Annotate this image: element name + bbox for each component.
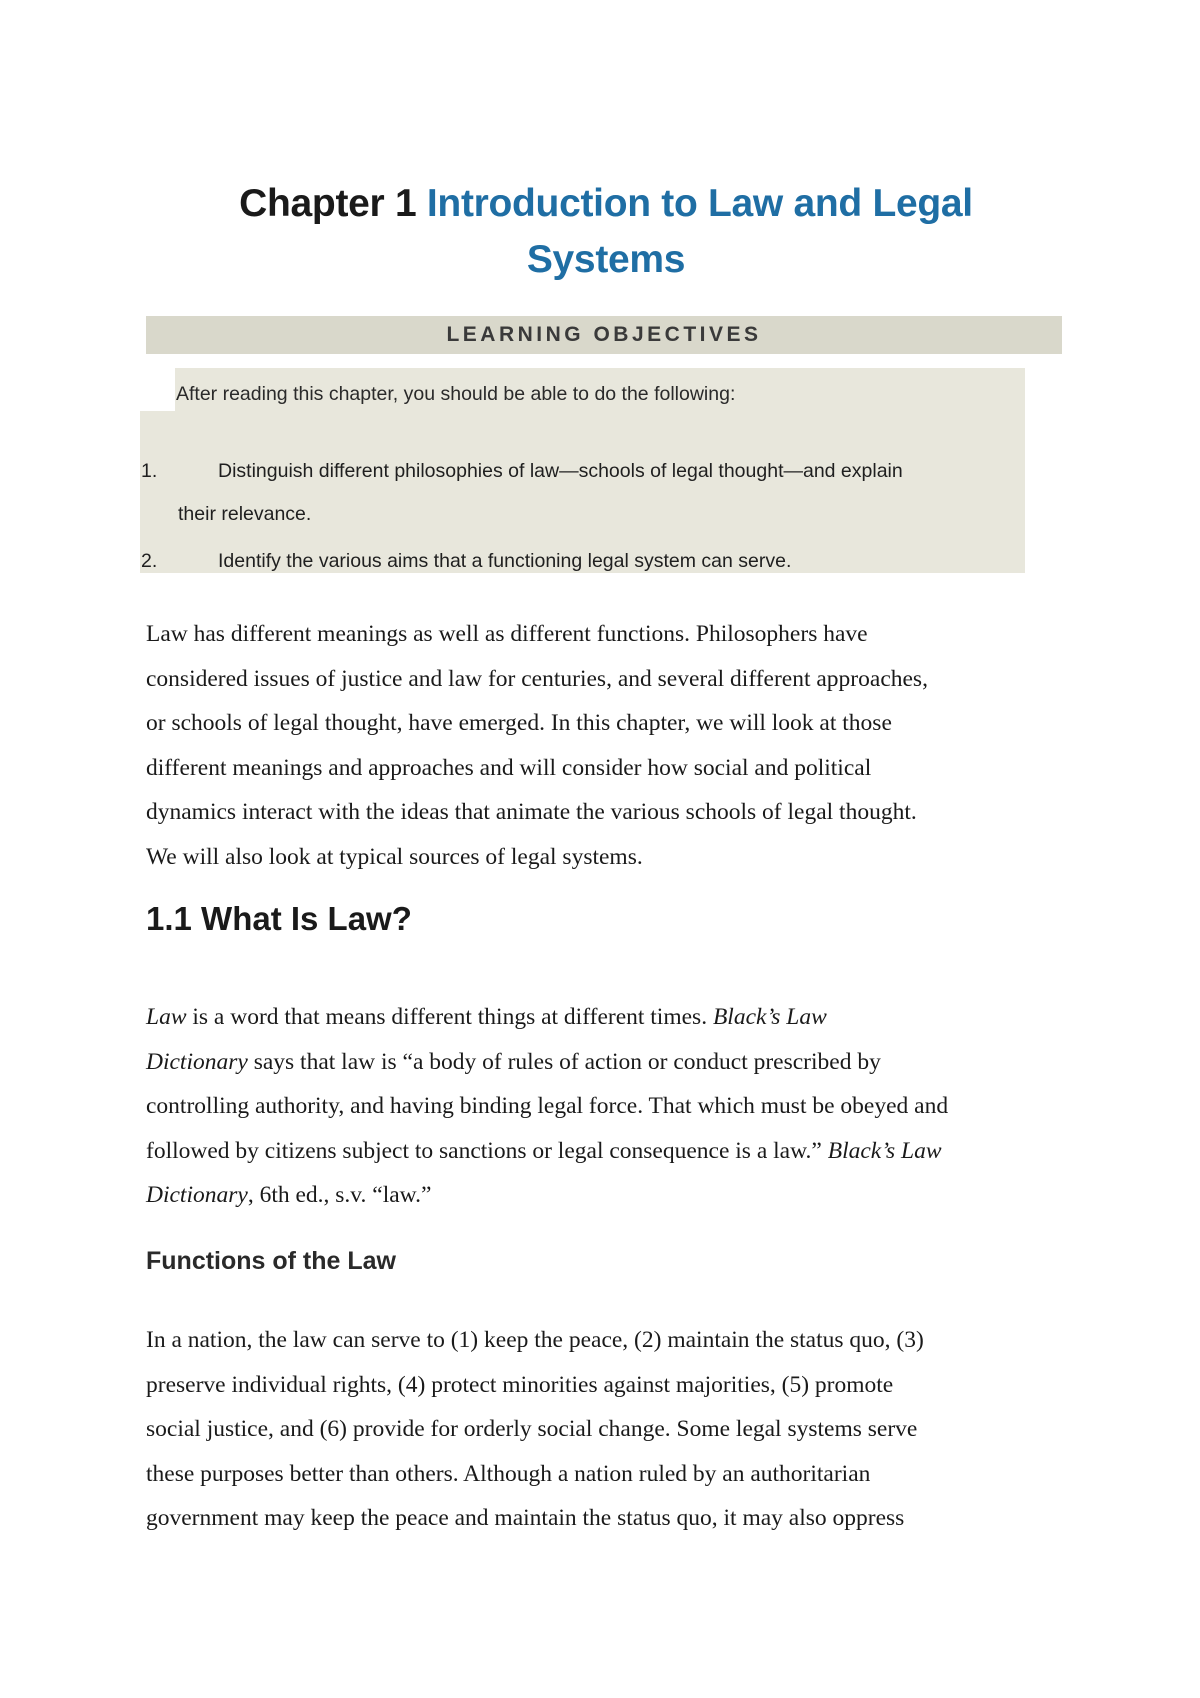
text-run: is a word that means different things at different times. [186, 1004, 713, 1030]
paragraph-line [146, 995, 1076, 1040]
text-run: , 6th ed., s.v. “law.” [247, 1182, 432, 1208]
paragraph-line: Law has different meanings as well as different functions. Philosophers have [146, 621, 868, 647]
chapter-name-line2: Systems [526, 238, 686, 281]
chapter-number: Chapter 1 [239, 182, 417, 225]
paragraph-line [146, 1173, 1076, 1218]
paragraph-line: We will also look at typical sources of legal systems. [146, 843, 643, 870]
objective-text-line: their relevance. [178, 503, 312, 525]
paragraph-line: or schools of legal thought, have emerged. In this chapter, we will look at those [146, 710, 892, 736]
paragraph-line: controlling authority, and having binding legal force. That which must be obeyed and [146, 1093, 949, 1119]
chapter-name-line1: Introduction to Law and Legal [426, 182, 973, 225]
learning-objectives-header [146, 316, 1062, 354]
italic-term: Dictionary [146, 1182, 248, 1208]
objective-text-line: Distinguish different philosophies of law—schools of legal thought—and explain [218, 460, 903, 482]
objective-number: 1. [141, 460, 158, 482]
section-heading: 1.1 What Is Law? [146, 900, 412, 937]
learning-objectives-heading: LEARNING OBJECTIVES [446, 323, 762, 346]
objective-text-line: Identify the various aims that a functioning legal system can serve. [218, 550, 792, 572]
text-run: followed by citizens subject to sanctions or legal consequence is a law.” [146, 1137, 828, 1164]
chapter-title [146, 176, 1066, 288]
objective-number: 2. [141, 550, 158, 572]
paragraph-line: considered issues of justice and law for centuries, and several different approaches, [146, 665, 928, 692]
paragraph-line: preserve individual rights, (4) protect minorities against majorities, (5) promote [146, 1371, 894, 1398]
functions-paragraph [146, 1318, 1076, 1541]
paragraph-line [146, 1040, 1076, 1085]
italic-term: Black’s Law [712, 1004, 827, 1030]
paragraph-line: dynamics interact with the ideas that animate the various schools of legal thought. [146, 799, 917, 825]
intro-paragraph [146, 612, 1076, 879]
paragraph-line: different meanings and approaches and will consider how social and political [146, 754, 872, 781]
paragraph-line: In a nation, the law can serve to (1) keep the peace, (2) maintain the status quo, (3) [146, 1327, 924, 1353]
law-definition-paragraph [146, 995, 1076, 1218]
italic-term: Dictionary [146, 1048, 248, 1075]
paragraph-line: social justice, and (6) provide for orderly social change. Some legal systems serve [146, 1416, 918, 1442]
italic-term: Black’s Law [827, 1137, 942, 1164]
learning-objectives-intro: After reading this chapter, you should be able to do the following: [176, 383, 736, 405]
paragraph-line [146, 1129, 1076, 1174]
paragraph-line: these purposes better than others. Although a nation ruled by an authoritarian [146, 1460, 871, 1487]
subsection-heading: Functions of the Law [146, 1247, 396, 1275]
paragraph-line: government may keep the peace and maintain the status quo, it may also oppress [146, 1505, 905, 1531]
italic-term: Law [146, 1004, 187, 1030]
learning-objectives-box-left [140, 411, 180, 573]
text-run: says that law is “a body of rules of action or conduct prescribed by [247, 1048, 881, 1075]
